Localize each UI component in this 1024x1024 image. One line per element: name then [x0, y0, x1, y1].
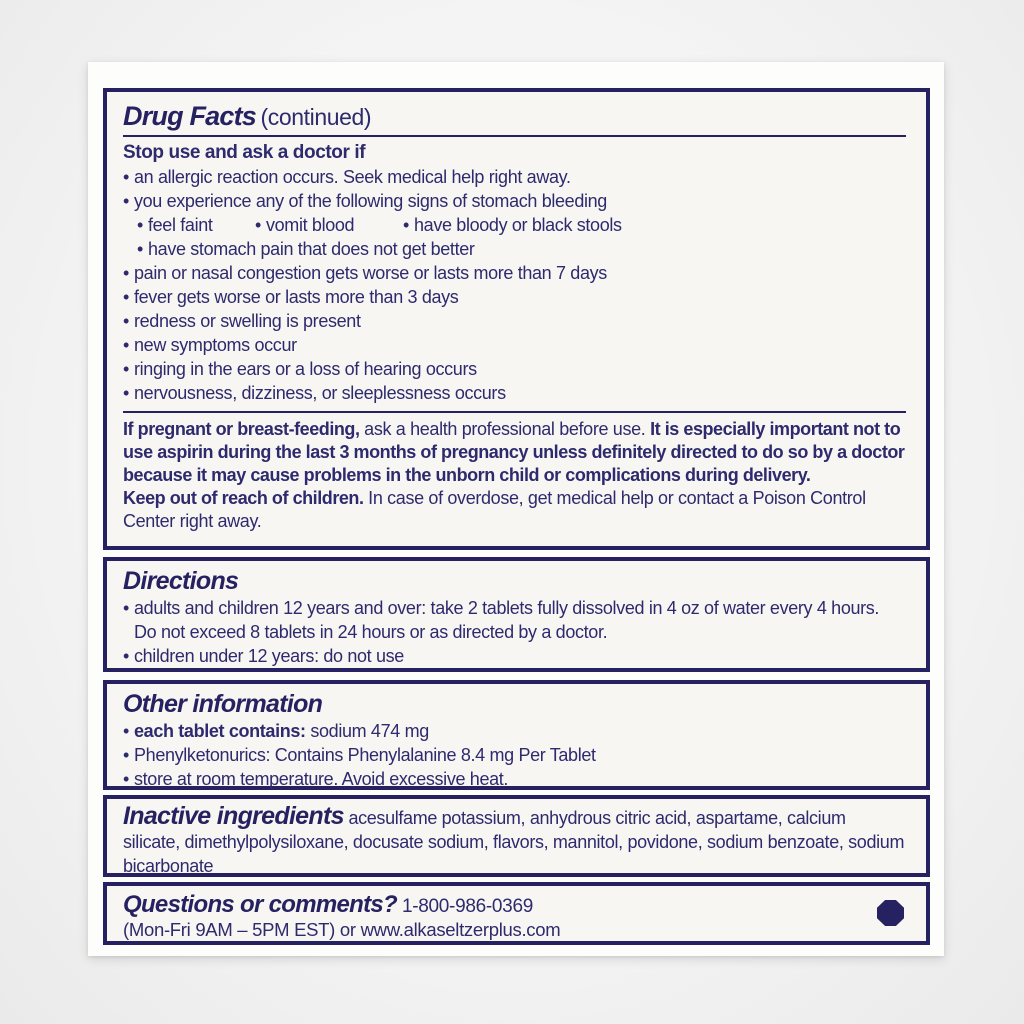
bullet-item: • store at room temperature. Avoid excessive heat.	[123, 767, 906, 791]
directions-heading: Directions	[123, 567, 239, 595]
divider	[123, 411, 906, 413]
drug-facts-title-row	[123, 98, 906, 132]
other-information-list	[123, 719, 906, 791]
bullet-item: • vomit blood	[255, 213, 403, 237]
directions-list	[123, 596, 906, 668]
hours-and-website: (Mon-Fri 9AM – 5PM EST) or www.alkaseltzerplus.com	[123, 919, 561, 940]
bullet-item: • children under 12 years: do not use	[123, 644, 906, 668]
inactive-ingredients-text	[123, 804, 906, 878]
keep-out-lead: Keep out of reach of children.	[123, 488, 364, 508]
bullet-item: • Phenylketonurics: Contains Phenylalanine 8.4 mg Per Tablet	[123, 743, 906, 767]
bullet-item: • redness or swelling is present	[123, 309, 906, 333]
keep-out-rest: In case of overdose, get medical help or contact a Poison Control Center right away.	[123, 488, 866, 531]
octagon-icon	[877, 900, 904, 926]
bullet-item: • new symptoms occur	[123, 333, 906, 357]
bullet-item: • pain or nasal congestion gets worse or lasts more than 7 days	[123, 261, 906, 285]
inactive-ingredients-panel	[103, 795, 930, 877]
keep-out-of-reach-warning	[123, 487, 906, 533]
bullet-item: • adults and children 12 years and over: take 2 tablets fully dissolved in 4 oz of water every 4 hours. Do not exceed 8 tablets in 24 hours or as directed by a doctor.	[123, 596, 906, 644]
stop-use-list	[123, 165, 906, 213]
pregnancy-warning-mid: ask a health professional before use.	[359, 419, 651, 439]
bullet-item: • you experience any of the following signs of stomach bleeding	[123, 189, 906, 213]
bullet-item: • have stomach pain that does not get better	[137, 237, 906, 261]
phone-number: 1-800-986-0369	[396, 896, 533, 917]
divider	[123, 135, 906, 137]
sodium-content: sodium 474 mg	[305, 721, 429, 741]
stomach-pain-subitem	[137, 237, 906, 261]
pregnancy-warning	[123, 418, 906, 487]
bullet-item: • ringing in the ears or a loss of hearing occurs	[123, 357, 906, 381]
other-information-panel	[103, 680, 930, 790]
bullet-item: • feel faint	[137, 213, 255, 237]
bullet-item: • an allergic reaction occurs. Seek medical help right away.	[123, 165, 906, 189]
pregnancy-warning-lead: If pregnant or breast-feeding,	[123, 419, 360, 439]
drug-facts-continued-label: (continued)	[260, 104, 372, 130]
stop-use-list-continued	[123, 261, 906, 405]
other-information-heading: Other information	[123, 690, 323, 718]
drug-facts-title: Drug Facts	[123, 101, 257, 131]
drug-facts-label-card	[88, 62, 944, 956]
bullet-item: • nervousness, dizziness, or sleeplessness occurs	[123, 381, 906, 405]
questions-panel	[103, 882, 930, 945]
drug-facts-panel	[103, 88, 930, 550]
questions-heading: Questions or comments?	[123, 891, 397, 918]
bullet-item: • fever gets worse or lasts more than 3 days	[123, 285, 906, 309]
bullet-item	[123, 719, 906, 743]
questions-row	[123, 891, 906, 919]
directions-panel	[103, 557, 930, 672]
pregnancy-warning-rest: It is especially important not to use aspirin during the last 3 months of pregnancy unless definitely directed to do so by a doctor because it may cause problems in the unborn child or complications during delivery.	[123, 419, 905, 485]
bullet-item: • have bloody or black stools	[403, 213, 622, 237]
stomach-bleeding-signs-row	[123, 213, 906, 237]
inactive-ingredients-list: acesulfame potassium, anhydrous citric acid, aspartame, calcium silicate, dimethylpolysiloxane, docusate sodium, flavors, mannitol, povidone, sodium benzoate, sodium bicarbonate	[123, 808, 905, 876]
each-tablet-contains-label: each tablet contains:	[134, 721, 306, 741]
stop-use-heading: Stop use and ask a doctor if	[123, 142, 366, 163]
inactive-ingredients-heading: Inactive ingredients	[123, 802, 344, 830]
